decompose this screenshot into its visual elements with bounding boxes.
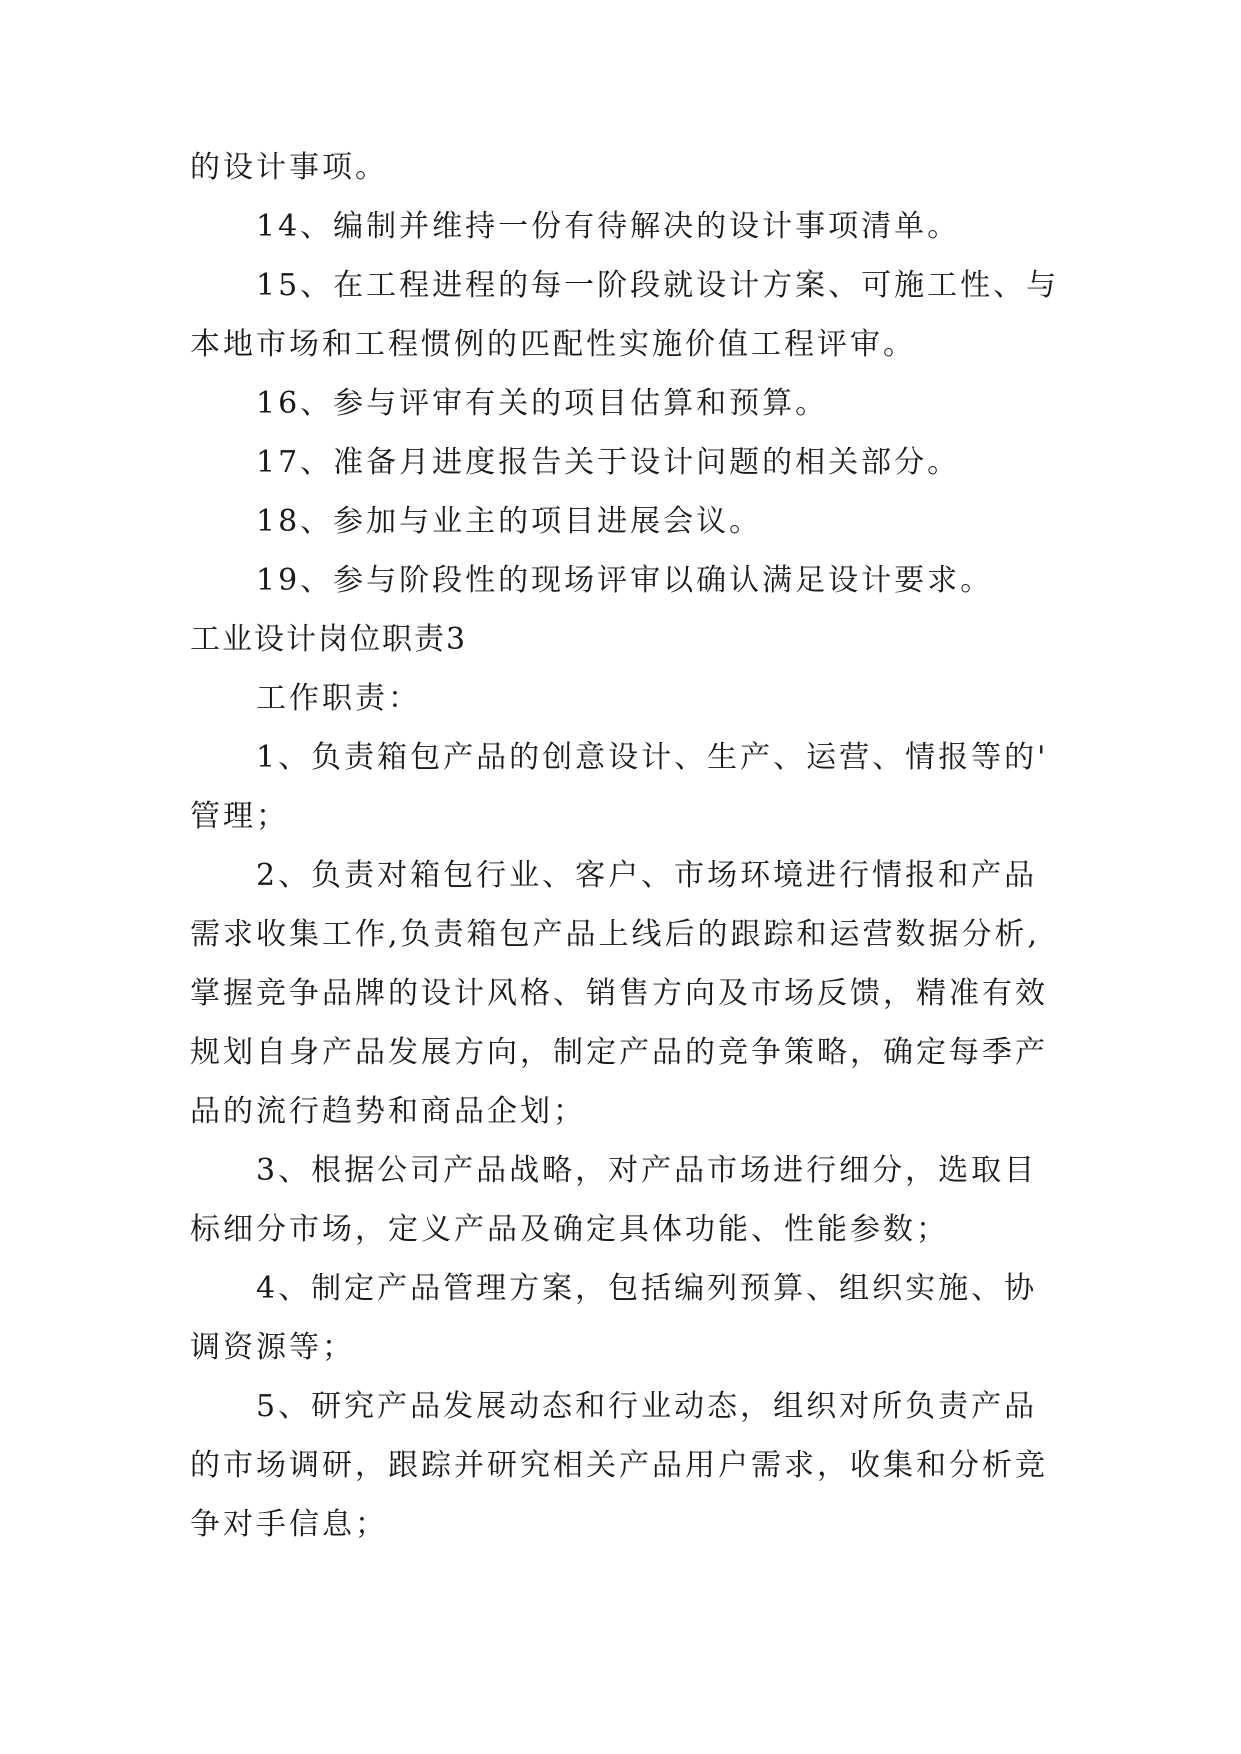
text-line: 14、编制并维持一份有待解决的设计事项清单。 <box>256 209 961 244</box>
text-line: 的市场调研，跟踪并研究相关产品用户需求，收集和分析竞 <box>190 1448 1048 1483</box>
text-line: 4、制定产品管理方案，包括编列预算、组织实施、协 <box>256 1271 1038 1306</box>
text-line: 18、参加与业主的项目进展会议。 <box>256 504 763 539</box>
text-line: 调资源等； <box>190 1330 355 1365</box>
text-line: 掌握竞争品牌的设计风格、销售方向及市场反馈，精准有效 <box>190 976 1048 1011</box>
text-line: 品的流行趋势和商品企划； <box>190 1094 586 1129</box>
text-line: 需求收集工作,负责箱包产品上线后的跟踪和运营数据分析, <box>190 917 1041 952</box>
text-line: 19、参与阶段性的现场评审以确认满足设计要求。 <box>256 563 994 598</box>
text-line: 标细分市场，定义产品及确定具体功能、性能参数； <box>190 1212 949 1247</box>
text-line: 17、准备月进度报告关于设计问题的相关部分。 <box>256 445 961 480</box>
text-line: 16、参与评审有关的项目估算和预算。 <box>256 386 829 421</box>
text-line: 本地市场和工程惯例的匹配性实施价值工程评审。 <box>190 327 916 362</box>
text-line: 工作职责： <box>256 681 421 716</box>
text-line: 5、研究产品发展动态和行业动态，组织对所负责产品 <box>256 1389 1038 1424</box>
text-line: 的设计事项。 <box>190 150 388 185</box>
text-line: 争对手信息； <box>190 1507 388 1542</box>
text-line: 规划自身产品发展方向，制定产品的竞争策略，确定每季产 <box>190 1035 1048 1070</box>
text-line: 1、负责箱包产品的创意设计、生产、运营、情报等的' <box>256 740 1049 775</box>
text-line: 2、负责对箱包行业、客户、市场环境进行情报和产品 <box>256 858 1038 893</box>
text-line: 15、在工程进程的每一阶段就设计方案、可施工性、与 <box>256 268 1060 303</box>
text-line: 3、根据公司产品战略，对产品市场进行细分，选取目 <box>256 1153 1038 1188</box>
section-heading: 工业设计岗位职责3 <box>190 622 468 657</box>
text-line: 管理； <box>190 799 289 834</box>
